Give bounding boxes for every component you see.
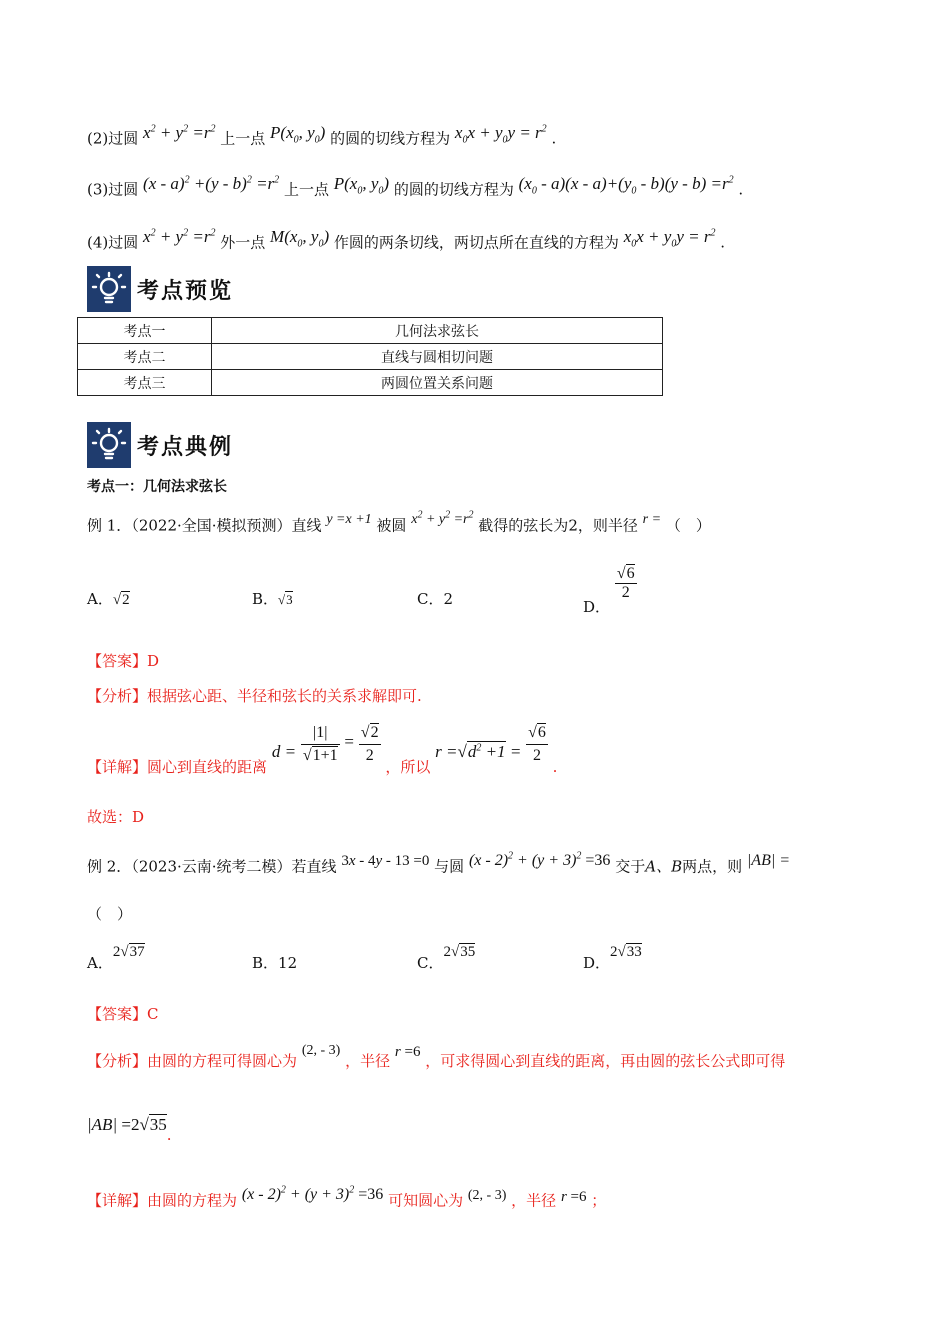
section-header-preview — [87, 266, 233, 312]
section-title: 考点预览 — [137, 278, 234, 304]
formula-line-2: (2)过圆 $x^2 + y^2 =r^2$ 上一点 $P(x_0$, $y_0$) 的圆的切线方程为 $x_0x + y_0y = r^2$ . — [87, 122, 557, 148]
example2-analysis: 【分析】由圆的方程可得圆心为 (2, - 3) ，半径 r =6 ，可求得圆心到直线的距离，再由圆的弦长公式即可得 — [87, 1043, 786, 1070]
option-c: C．2√35 — [417, 944, 476, 972]
option-d: D． $\frac{√6}{2}$ — [583, 565, 635, 616]
table-cell-value: 直线与圆相切问题 — [212, 344, 663, 370]
table-row — [78, 344, 663, 370]
option-b: B．√3 — [252, 590, 293, 608]
example1-answer: 【答案】D — [87, 652, 160, 670]
option-c: C．2 — [417, 590, 454, 608]
section-title: 考点典例 — [137, 434, 234, 460]
example2-question: 例 2．（2023·云南·统考二模）若直线 3x - 4y - 13 =0 与圆 $(x - 2)^2 + (y + 3)^2 =36$ 交于A、B两点，则 |AB| = — [87, 851, 791, 876]
example2-analysis-cont: |AB| =2√35. — [87, 1115, 172, 1144]
section-header-examples — [87, 422, 233, 468]
lightbulb-icon — [87, 422, 131, 468]
table-cell-key: 考点二 — [78, 344, 212, 370]
formula-line-3: (3)过圆 $(x - a)^2 +(y - b)^2 =r^2$ 上一点 $P(x_0$, $y_0$) 的圆的切线方程为 $(x_0 - a)(x - a)+(y_0 - b)(y - b) =r^2$ . — [87, 173, 744, 199]
option-b: B．12 — [252, 954, 298, 972]
option-d: D．2√33 — [583, 944, 642, 972]
example2-bracket: （ ） — [87, 905, 133, 923]
preview-table — [77, 317, 663, 396]
table-cell-value: 两圆位置关系问题 — [212, 370, 663, 396]
example2-answer: 【答案】C — [87, 1005, 159, 1023]
table-row — [78, 318, 663, 344]
formula-line-4: (4)过圆 $x^2 + y^2 =r^2$ 外一点 $M(x_0$, $y_0$) 作圆的两条切线，两切点所在直线的方程为 $x_0x + y_0y = r^2$ . — [87, 226, 726, 252]
option-a: A．2√37 — [87, 944, 145, 972]
example1-question: 例 1．（2022·全国·模拟预测）直线 y =x +1 被圆 $x^2 + y^2 =r^2$ 截得的弦长为2，则半径 r = （ ） — [87, 509, 711, 535]
subsection-title: 考点一：几何法求弦长 — [87, 479, 227, 495]
example2-detail: 【详解】由圆的方程为 $(x - 2)^2 + (y + 3)^2 =36$ 可知圆心为 (2, - 3) ，半径 r =6 ； — [87, 1185, 607, 1210]
table-cell-key: 考点一 — [78, 318, 212, 344]
option-a: A．√2 — [87, 590, 130, 608]
table-cell-key: 考点三 — [78, 370, 212, 396]
lightbulb-icon — [87, 266, 131, 312]
table-cell-value: 几何法求弦长 — [212, 318, 663, 344]
table-row — [78, 370, 663, 396]
example1-analysis: 【分析】根据弦心距、半径和弦长的关系求解即可. — [87, 687, 422, 705]
example1-detail: 【详解】圆心到直线的距离 d = $\frac{|1|}{√1+1}$ = $\frac{√2}{2}$ ，所以 $r =√d^2 +1$ = $\frac{√6}{2}$ . — [87, 724, 558, 776]
example1-choose: 故选：D — [87, 808, 145, 826]
